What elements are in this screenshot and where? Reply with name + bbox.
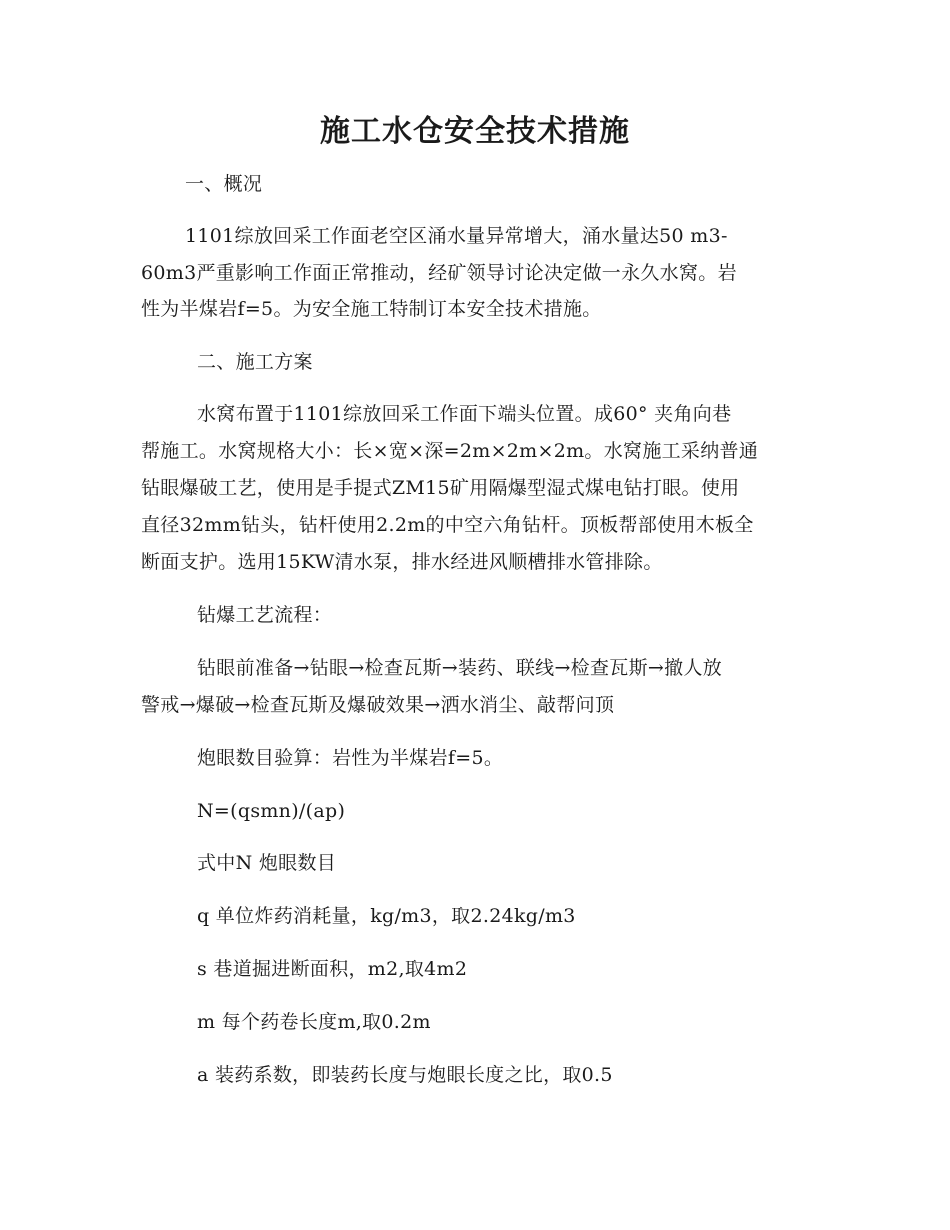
paragraph-line: 钻眼爆破工艺，使用是手提式ZM15矿用隔爆型湿式煤电钻打眼。使用 xyxy=(141,477,740,499)
paragraph-line: 断面支护。选用15KW清水泵，排水经进风顺槽排水管排除。 xyxy=(141,551,663,573)
param-line: q 单位炸药消耗量，kg/m3，取2.24kg/m3 xyxy=(197,905,576,927)
section-heading-overview: 一、概况 xyxy=(185,173,263,195)
paragraph-line: 直径32mm钻头，钻杆使用2.2m的中空六角钻杆。顶板帮部使用木板全 xyxy=(141,514,754,536)
process-heading: 钻爆工艺流程： xyxy=(197,604,333,626)
formula-where: 式中N 炮眼数目 xyxy=(197,852,337,874)
paragraph-line: 警戒→爆破→检查瓦斯及爆破效果→洒水消尘、敲帮问顶 xyxy=(141,694,615,716)
param-line: a 装药系数，即装药长度与炮眼长度之比，取0.5 xyxy=(197,1064,613,1086)
paragraph-line: 水窝布置于1101综放回采工作面下端头位置。成60° 夹角向巷 xyxy=(197,403,732,425)
paragraph-line: 1101综放回采工作面老空区涌水量异常增大，涌水量达50 m3- xyxy=(185,225,728,247)
formula: N=(qsmn)/(ap) xyxy=(197,800,346,822)
param-line: s 巷道掘进断面积，m2,取4m2 xyxy=(197,958,468,980)
param-line: m 每个药卷长度m,取0.2m xyxy=(197,1011,431,1033)
paragraph-line: 性为半煤岩f=5。为安全施工特制订本安全技术措施。 xyxy=(141,298,602,320)
paragraph-line: 60m3严重影响工作面正常推动，经矿领导讨论决定做一永久水窝。岩 xyxy=(141,262,737,284)
paragraph-line: 帮施工。水窝规格大小：长×宽×深=2m×2m×2m。水窝施工采纳普通 xyxy=(141,440,759,462)
document-title: 施工水仓安全技术措施 xyxy=(320,114,630,149)
calc-heading: 炮眼数目验算：岩性为半煤岩f=5。 xyxy=(197,747,504,769)
section-heading-plan: 二、施工方案 xyxy=(197,351,313,373)
paragraph-line: 钻眼前准备→钻眼→检查瓦斯→装药、联线→检查瓦斯→撤人放 xyxy=(197,657,723,679)
